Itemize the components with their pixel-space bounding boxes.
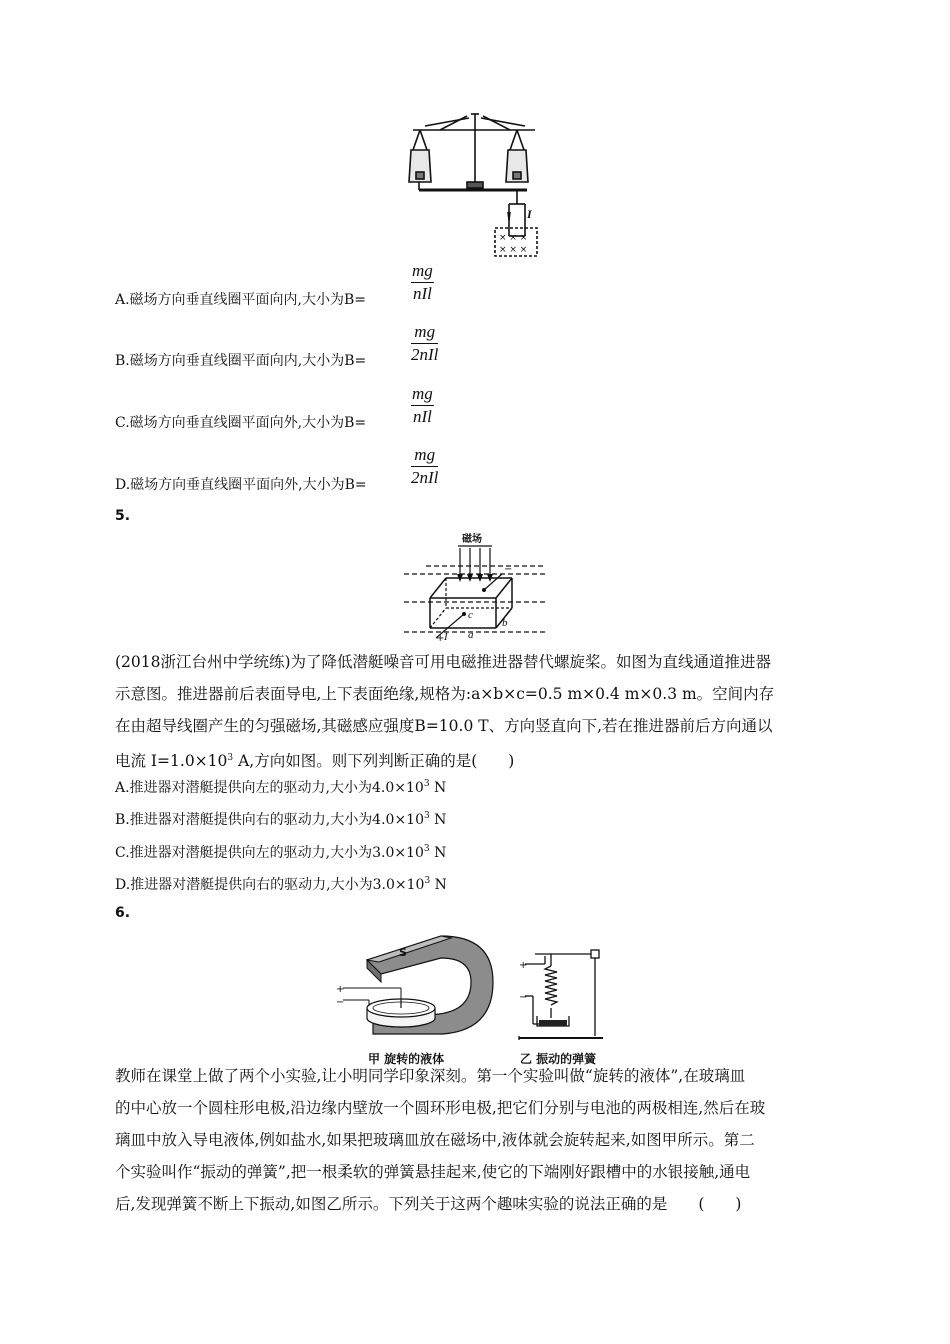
- svg-text:a: a: [468, 629, 474, 641]
- fraction-numerator: mg: [411, 322, 438, 344]
- current-label: I: [527, 207, 532, 221]
- question-5-number: 5.: [115, 508, 131, 524]
- fraction-numerator: mg: [411, 445, 438, 467]
- q4-option-b-fraction: [411, 322, 438, 365]
- fraction-numerator: mg: [411, 384, 434, 406]
- fraction-denominator: nIl: [412, 284, 432, 303]
- q5-option-d: D.推进器对潜艇提供向右的驱动力,大小为$3.0\times 10^3$ N: [115, 876, 447, 893]
- q4-option-a: A.磁场方向垂直线圈平面向内,大小为B=: [115, 292, 367, 308]
- q4-option-c-fraction: [411, 384, 434, 427]
- svg-text:S: S: [399, 946, 407, 959]
- vibrating-spring-figure: [515, 944, 610, 1044]
- question-6-number: 6.: [115, 905, 131, 921]
- figure-caption-right: 乙 振动的弹簧: [520, 1052, 597, 1066]
- svg-text:+: +: [336, 984, 345, 995]
- svg-text:I: I: [444, 631, 448, 642]
- figure-caption-left: 甲 旋转的液体: [368, 1052, 445, 1066]
- svg-text:× × ×: × × ×: [499, 233, 528, 243]
- fraction-denominator: 2nIl: [411, 468, 439, 487]
- rotating-liquid-figure: [333, 930, 498, 1055]
- fraction-denominator: nIl: [412, 407, 432, 426]
- q4-option-d: D.磁场方向垂直线圈平面向外,大小为B=: [115, 477, 367, 493]
- balance-figure: [405, 112, 545, 262]
- svg-text:−: −: [336, 997, 345, 1008]
- q5-option-a: A.推进器对潜艇提供向左的驱动力,大小为$4.0\times 10^3$ N: [115, 779, 447, 796]
- svg-text:−: −: [519, 992, 528, 1003]
- thruster-figure: [402, 530, 550, 642]
- svg-text:c: c: [468, 609, 473, 621]
- q4-option-d-fraction: [411, 445, 438, 488]
- svg-text:+: +: [436, 633, 445, 642]
- svg-text:−: −: [504, 564, 513, 575]
- q4-option-a-fraction: [411, 261, 434, 304]
- question-6-stem: 教师在课堂上做了两个小实验,让小明同学印象深刻。第一个实验叫做“旋转的液体”,在玻璃皿 的中心放一个圆柱形电极,沿边缘内壁放一个圆环形电极,把它们分别与电池的两极相连,然后在玻 璃皿中放入导电液体,例如盐水,如果把玻璃皿放在磁场中,液体就会旋转起来,如图甲所示。第二 个实验叫作“振动的弹簧”,把一根柔软的弹簧悬挂起来,使它的下端刚好跟槽中的水银接触,通电 后,发现弹簧不断上下振动,如图乙所示。下列关于这两个趣味实验的说法正确的是 ( ): [115, 1067, 766, 1213]
- q4-option-b: B.磁场方向垂直线圈平面向内,大小为B=: [115, 353, 367, 369]
- svg-text:+: +: [519, 960, 528, 971]
- svg-text:磁场: 磁场: [462, 534, 482, 545]
- svg-text:× × ×: × × ×: [499, 245, 528, 255]
- fraction-denominator: 2nIl: [411, 345, 439, 364]
- svg-text:b: b: [502, 617, 508, 629]
- question-5-stem: (2018浙江台州中学统练)为了降低潜艇噪音可用电磁推进器替代螺旋桨。如图为直线通道推进器 示意图。推进器前后表面导电,上下表面绝缘,规格为:a×b×c=0.5 m×0.4 m×0.3 m。空间内存 在由超导线圈产生的匀强磁场,其磁感应强度B=10.0 T、方向竖直向下,若在推进器前后方向通以 电流 $I=1.0\times 10^3$ A,方向如图。则下列判断正确的是( ): [115, 653, 775, 770]
- fraction-numerator: mg: [411, 261, 434, 283]
- q4-option-c: C.磁场方向垂直线圈平面向外,大小为B=: [115, 415, 367, 431]
- q5-option-b: B.推进器对潜艇提供向右的驱动力,大小为$4.0\times 10^3$ N: [115, 811, 447, 828]
- q5-option-c: C.推进器对潜艇提供向左的驱动力,大小为$3.0\times 10^3$ N: [115, 844, 447, 861]
